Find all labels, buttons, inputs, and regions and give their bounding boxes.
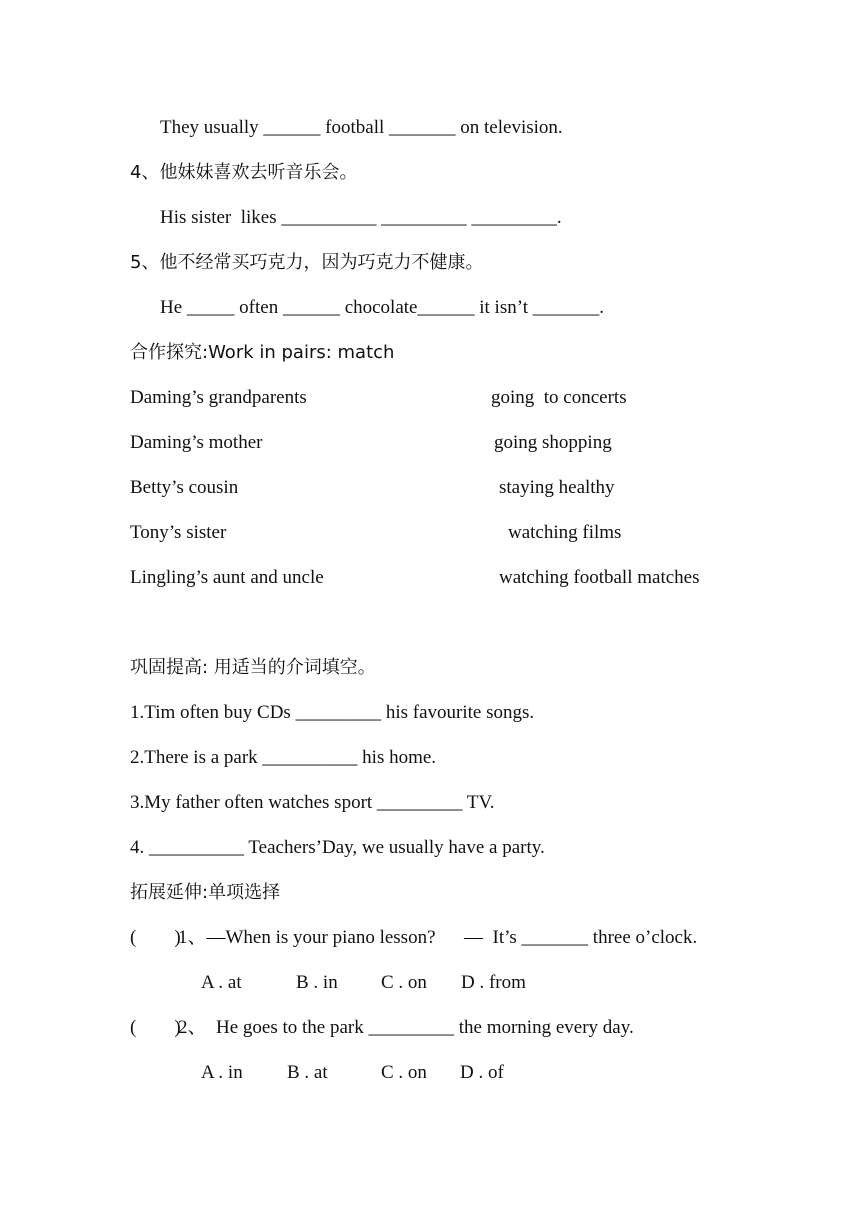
match-left-item: Tony’s sister	[130, 522, 227, 543]
match-right-item: watching films	[508, 522, 622, 543]
match-right-item: going shopping	[494, 432, 612, 453]
question-bracket: ( )	[130, 1017, 181, 1038]
option-b: B . at	[287, 1062, 328, 1083]
item5-prompt: 5、他不经常买巧克力，因为巧克力不健康。	[130, 252, 484, 273]
option-c: C . on	[381, 972, 427, 993]
consolidate-item: 3.My father often watches sport _________ TV.	[130, 792, 495, 813]
item4-prompt: 4、他妹妹喜欢去听音乐会。	[130, 162, 358, 183]
match-left-item: Daming’s grandparents	[130, 387, 307, 408]
option-d: D . from	[461, 972, 526, 993]
match-left-item: Lingling’s aunt and uncle	[130, 567, 324, 588]
question-bracket: ( )	[130, 927, 181, 948]
option-d: D . of	[460, 1062, 504, 1083]
item3-sentence: They usually ______ football _______ on television.	[160, 117, 563, 138]
option-b: B . in	[296, 972, 338, 993]
pairwork-heading: 合作探究:Work in pairs: match	[130, 342, 395, 363]
match-right-item: watching football matches	[499, 567, 700, 588]
consolidate-item: 4. __________ Teachers’Day, we usually have a party.	[130, 837, 545, 858]
option-c: C . on	[381, 1062, 427, 1083]
match-right-item: staying healthy	[499, 477, 615, 498]
item4-sentence: His sister likes __________ _________ _________.	[160, 207, 562, 228]
match-right-item: going to concerts	[491, 387, 627, 408]
option-a: A . at	[201, 972, 242, 993]
option-a: A . in	[201, 1062, 243, 1083]
match-left-item: Daming’s mother	[130, 432, 263, 453]
question-stem: 2、 He goes to the park _________ the morning every day.	[178, 1017, 634, 1038]
consolidate-item: 2.There is a park __________ his home.	[130, 747, 437, 768]
question-stem: 1、—When is your piano lesson? — It’s _______ three o’clock.	[178, 927, 698, 948]
extension-heading: 拓展延伸:单项选择	[130, 882, 281, 903]
match-left-item: Betty’s cousin	[130, 477, 239, 498]
consolidate-heading: 巩固提高: 用适当的介词填空。	[130, 657, 376, 678]
item5-sentence: He _____ often ______ chocolate______ it isn’t _______.	[160, 297, 604, 318]
consolidate-item: 1.Tim often buy CDs _________ his favourite songs.	[130, 702, 535, 723]
